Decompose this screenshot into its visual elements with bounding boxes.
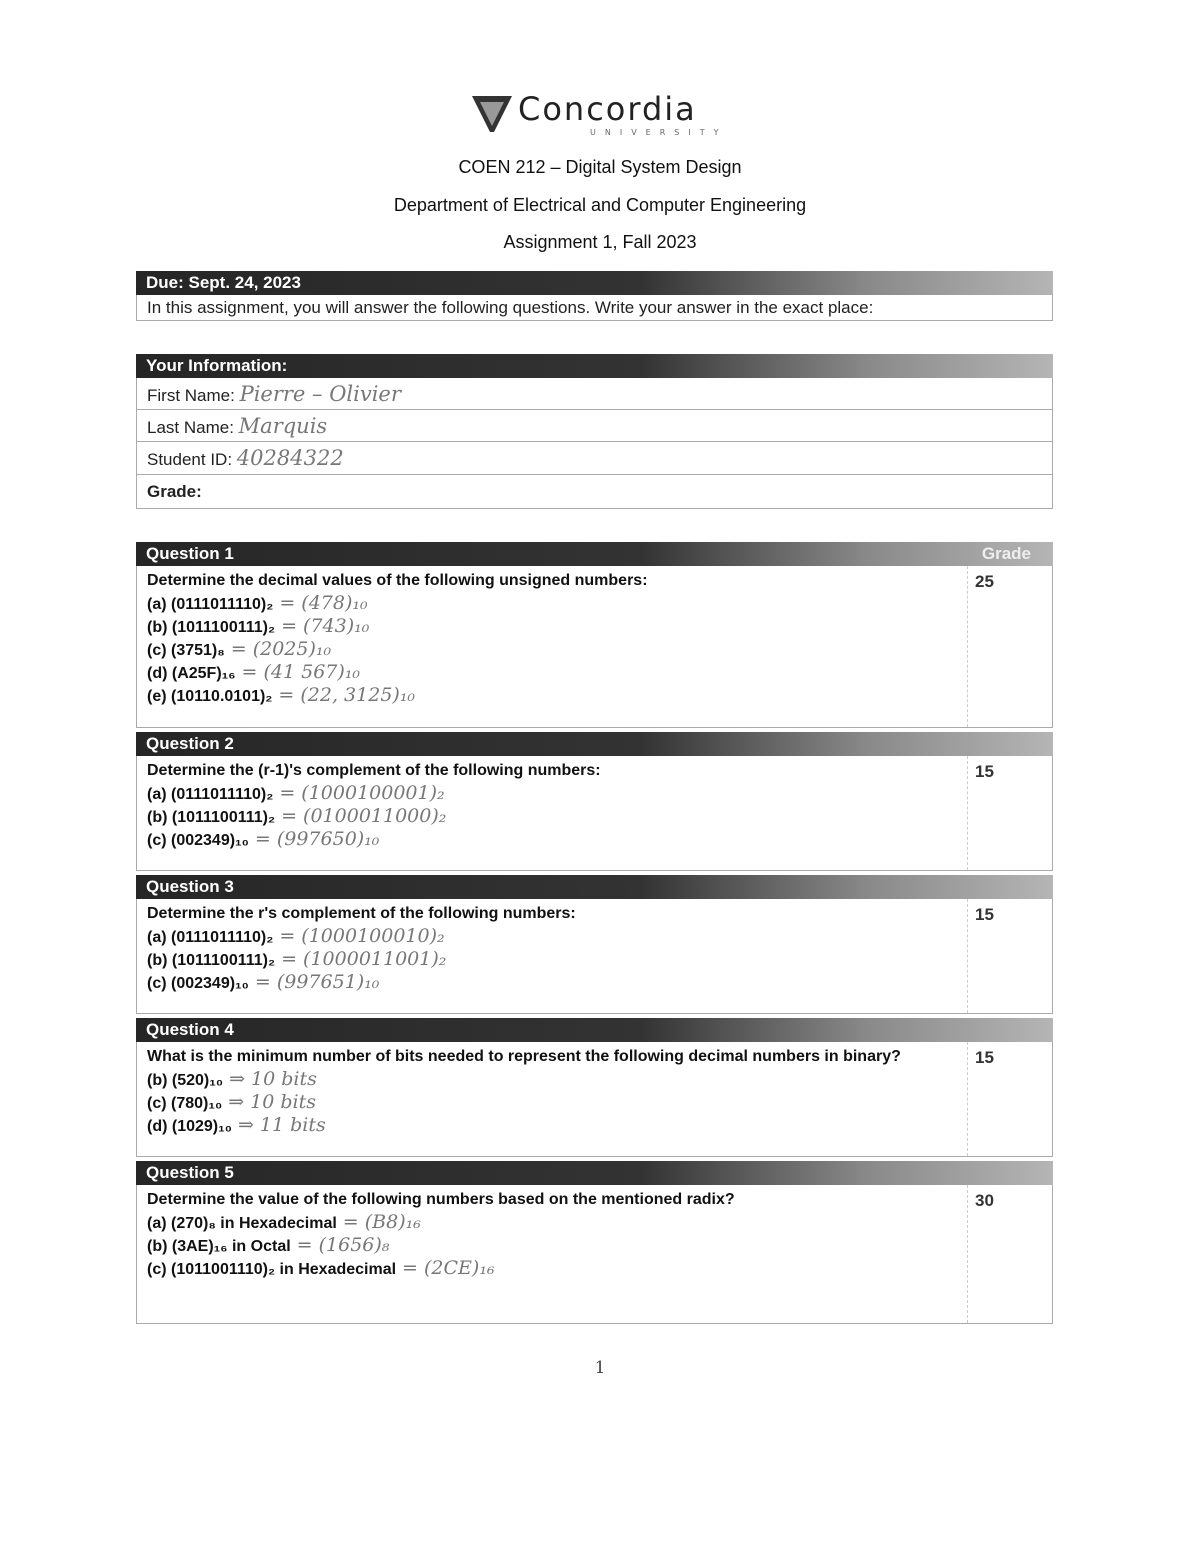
handwritten-answer[interactable]: ⇒ 10 bits — [228, 1091, 316, 1113]
handwritten-answer[interactable]: = (0100011000)₂ — [281, 805, 447, 827]
handwritten-answer[interactable]: = (B8)₁₆ — [342, 1211, 421, 1233]
question-title: Question 1 — [146, 544, 234, 563]
question-grade: 15 — [975, 762, 994, 781]
course-title: COEN 212 – Digital System Design — [458, 157, 742, 177]
logo-text: Concordia — [518, 90, 697, 128]
question-item: (e) (10110.0101)₂ = (22, 3125)₁₀ — [147, 684, 416, 706]
student-id-value[interactable]: 40284322 — [236, 446, 344, 470]
question-item: (d) (A25F)₁₆ = (41 567)₁₀ — [147, 661, 361, 683]
handwritten-answer[interactable]: ⇒ 10 bits — [229, 1068, 317, 1090]
question-grade: 15 — [975, 905, 994, 924]
question-grade: 30 — [975, 1191, 994, 1210]
handwritten-answer[interactable]: = (41 567)₁₀ — [241, 661, 361, 683]
last-name-row — [136, 410, 1053, 442]
grade-column-divider — [967, 1185, 968, 1323]
grade-column-divider — [967, 899, 968, 1013]
question-3-body — [136, 899, 1053, 1014]
question-item: (c) (002349)₁₀ = (997650)₁₀ — [147, 828, 380, 850]
question-item: (b) (1011100111)₂ = (743)₁₀ — [147, 615, 370, 637]
last-name-label: Last Name: — [147, 418, 234, 437]
due-bar: Due: Sept. 24, 2023 — [136, 271, 1053, 295]
grade-label: Grade: — [147, 482, 202, 501]
concordia-shield-icon — [470, 92, 514, 136]
handwritten-answer[interactable]: = (1656)₈ — [296, 1234, 390, 1256]
question-item: (c) (002349)₁₀ = (997651)₁₀ — [147, 971, 380, 993]
question-item: (d) (1029)₁₀ ⇒ 11 bits — [147, 1114, 326, 1136]
question-1-heading — [136, 542, 1053, 566]
question-2-heading — [136, 732, 1053, 756]
department-title: Department of Electrical and Computer Engineering — [393, 195, 807, 215]
question-item: (a) (0111011110)₂ = (478)₁₀ — [147, 592, 368, 614]
question-prompt: Determine the decimal values of the following unsigned numbers: — [147, 572, 648, 589]
grade-column-divider — [967, 1042, 968, 1156]
question-4-body — [136, 1042, 1053, 1157]
question-title: Question 4 — [146, 1020, 234, 1039]
question-item: (b) (1011100111)₂ = (1000011001)₂ — [147, 948, 447, 970]
question-title: Question 5 — [146, 1163, 234, 1182]
handwritten-answer[interactable]: = (997650)₁₀ — [254, 828, 380, 850]
info-heading: Your Information: — [136, 354, 1053, 378]
question-item: (c) (1011001110)₂ in Hexadecimal = (2CE)₁₆ — [147, 1257, 495, 1279]
first-name-value[interactable]: Pierre – Olivier — [239, 382, 401, 406]
instructions-text: In this assignment, you will answer the following questions. Write your answer in the exact place: — [136, 295, 1053, 321]
question-grade: 15 — [975, 1048, 994, 1067]
handwritten-answer[interactable]: = (2025)₁₀ — [230, 638, 332, 660]
handwritten-answer[interactable]: = (1000100001)₂ — [279, 782, 445, 804]
question-5-body — [136, 1185, 1053, 1324]
question-4-heading — [136, 1018, 1053, 1042]
question-item: (b) (1011100111)₂ = (0100011000)₂ — [147, 805, 447, 827]
page-number: 1 — [594, 1358, 606, 1378]
grade-column-divider — [967, 566, 968, 727]
handwritten-answer[interactable]: ⇒ 11 bits — [237, 1114, 326, 1136]
question-prompt: Determine the value of the following numbers based on the mentioned radix? — [147, 1191, 735, 1208]
question-grade: 25 — [975, 572, 994, 591]
question-2-body — [136, 756, 1053, 871]
concordia-logo — [470, 90, 728, 140]
question-1-body — [136, 566, 1053, 728]
last-name-value[interactable]: Marquis — [238, 414, 328, 438]
grade-column-divider — [967, 756, 968, 870]
grade-column-header: Grade — [981, 544, 1031, 563]
question-item: (a) (0111011110)₂ = (1000100001)₂ — [147, 782, 445, 804]
question-title: Question 3 — [146, 877, 234, 896]
question-prompt: Determine the (r-1)'s complement of the following numbers: — [147, 762, 601, 779]
student-id-row — [136, 442, 1053, 475]
handwritten-answer[interactable]: = (478)₁₀ — [279, 592, 368, 614]
handwritten-answer[interactable]: = (22, 3125)₁₀ — [278, 684, 416, 706]
student-id-label: Student ID: — [147, 450, 233, 469]
question-title: Question 2 — [146, 734, 234, 753]
handwritten-answer[interactable]: = (997651)₁₀ — [254, 971, 380, 993]
question-prompt: What is the minimum number of bits needed to represent the following decimal numbers in binary? — [147, 1048, 901, 1065]
question-3-heading — [136, 875, 1053, 899]
assignment-title: Assignment 1, Fall 2023 — [503, 232, 697, 252]
handwritten-answer[interactable]: = (743)₁₀ — [281, 615, 370, 637]
question-item: (a) (0111011110)₂ = (1000100010)₂ — [147, 925, 445, 947]
question-item: (c) (780)₁₀ ⇒ 10 bits — [147, 1091, 316, 1113]
grade-row — [136, 475, 1053, 509]
handwritten-answer[interactable]: = (1000100010)₂ — [279, 925, 445, 947]
question-5-heading — [136, 1161, 1053, 1185]
question-item: (b) (520)₁₀ ⇒ 10 bits — [147, 1068, 317, 1090]
logo-subtitle: UNIVERSITY — [590, 128, 728, 137]
handwritten-answer[interactable]: = (2CE)₁₆ — [402, 1257, 495, 1279]
handwritten-answer[interactable]: = (1000011001)₂ — [281, 948, 447, 970]
question-prompt: Determine the r's complement of the following numbers: — [147, 905, 576, 922]
first-name-label: First Name: — [147, 386, 235, 405]
question-item: (a) (270)₈ in Hexadecimal = (B8)₁₆ — [147, 1211, 421, 1233]
first-name-row — [136, 378, 1053, 410]
question-item: (c) (3751)₈ = (2025)₁₀ — [147, 638, 332, 660]
question-item: (b) (3AE)₁₆ in Octal = (1656)₈ — [147, 1234, 390, 1256]
